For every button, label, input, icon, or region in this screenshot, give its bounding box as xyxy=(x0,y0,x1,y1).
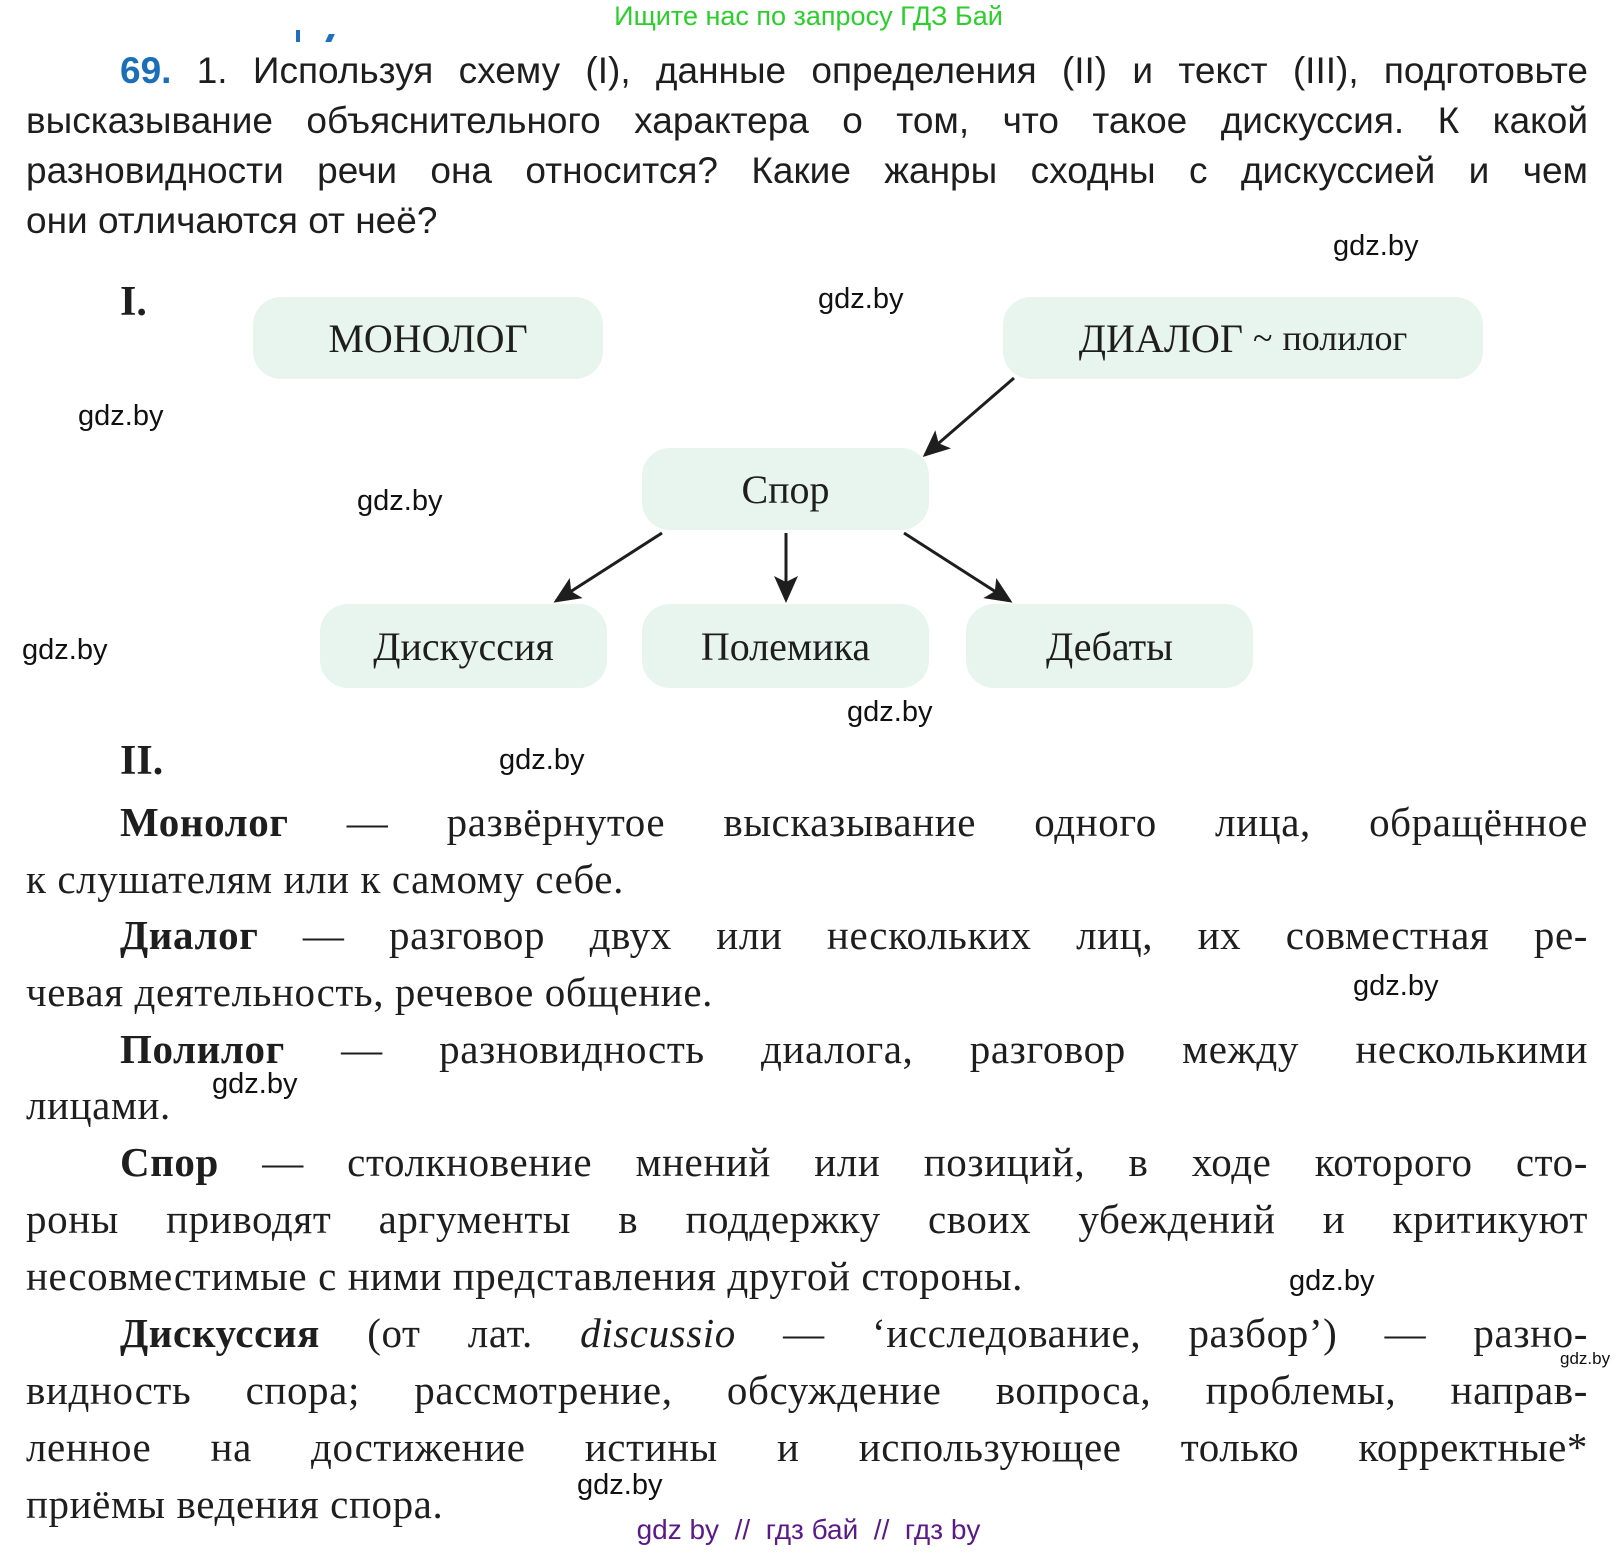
definition-spor-line-2: роны приводят аргументы в поддержку своих убеждений и критикуют xyxy=(26,1196,1588,1242)
watermark: gdz.by xyxy=(577,1469,663,1501)
watermark: gdz.by xyxy=(1289,1265,1375,1297)
task-line-3: разновидности речи она относится? Какие жанры сходны с дискуссией и чем xyxy=(26,150,1588,191)
task-line-4: они отличаются от неё? xyxy=(26,200,438,241)
definition-monolog-line-1 xyxy=(120,794,1588,851)
watermark: gdz.by xyxy=(818,283,904,315)
term-diskussiya: Дискуссия xyxy=(120,1310,320,1356)
definition-diskussiya-line-1 xyxy=(120,1305,1588,1362)
tilde-symbol: ~ xyxy=(1252,318,1273,358)
section-two-label: II. xyxy=(120,738,164,784)
watermark: gdz.by xyxy=(499,744,585,776)
watermark: gdz.by xyxy=(1333,230,1419,262)
definition-text: — разновидность диалога, разговор между несколькими xyxy=(341,1026,1588,1072)
search-hint-banner: Ищите нас по запросу ГДЗ Бай xyxy=(614,1,1003,31)
definition-spor-line-3: несовместимые с ними представления другой стороны. xyxy=(26,1253,1024,1299)
definition-monolog-line-2: к слушателям или к самому себе. xyxy=(26,856,624,902)
node-label: Дебаты xyxy=(1046,623,1173,669)
definition-dialog-line-2: чевая деятельность, речевое общение. xyxy=(26,969,713,1015)
node-label-polilog: полилог xyxy=(1282,318,1408,358)
node-label: Спор xyxy=(741,466,830,512)
etymology-text: — ‘исследование, разбор’) — разно- xyxy=(783,1310,1589,1356)
task-number: 69. xyxy=(120,50,172,91)
task-line-2: высказывание объяснительного характера о том, что такое дискуссия. К какой xyxy=(26,100,1588,141)
node-label: Дискуссия xyxy=(373,623,554,669)
watermark: gdz.by xyxy=(22,634,108,666)
watermark-small: gdz.by xyxy=(1560,1349,1611,1368)
definition-text: — столкновение мнений или позиций, в ходе которого сто- xyxy=(262,1139,1589,1185)
arrow-dialog-to-spor xyxy=(925,378,1014,455)
watermark: gdz.by xyxy=(212,1068,298,1100)
watermark: gdz.by xyxy=(357,485,443,517)
definition-text: — разговор двух или нескольких лиц, их совместная ре- xyxy=(302,912,1588,958)
term-polilog: Полилог xyxy=(120,1026,285,1072)
definition-diskussiya-line-2: видность спора; рассмотрение, обсуждение вопроса, проблемы, направ- xyxy=(26,1367,1588,1413)
term-spor: Спор xyxy=(120,1139,219,1185)
arrow-spor-to-diskussiya xyxy=(556,533,662,601)
etymology-prefix: (от лат. xyxy=(367,1310,533,1356)
node-label: ДИАЛОГ xyxy=(1078,315,1243,361)
watermark: gdz.by xyxy=(847,696,933,728)
node-label: МОНОЛОГ xyxy=(328,315,528,361)
watermark: gdz.by xyxy=(78,400,164,432)
definition-dialog-line-1 xyxy=(120,907,1588,964)
term-dialog: Диалог xyxy=(120,912,259,958)
node-label: Полемика xyxy=(700,623,871,669)
task-text: 1. Используя схему (I), данные определения (II) и текст (III), подготовьте xyxy=(196,50,1588,91)
definition-polilog-line-1 xyxy=(120,1021,1588,1078)
definition-spor-line-1 xyxy=(120,1134,1588,1191)
definition-text: — развёрнутое высказывание одного лица, обращённое xyxy=(346,799,1588,845)
watermark: gdz.by xyxy=(1353,970,1439,1002)
footer-links: gdz by // гдз бай // гдз by xyxy=(636,1514,981,1545)
term-monolog: Монолог xyxy=(120,799,289,845)
definition-diskussiya-line-4: приёмы ведения спора. xyxy=(26,1481,444,1527)
definition-diskussiya-line-3: ленное на достижение истины и использующее только корректные* xyxy=(26,1424,1588,1470)
section-one-label: I. xyxy=(120,279,147,325)
definition-polilog-line-2: лицами. xyxy=(26,1082,171,1128)
arrow-spor-to-debaty xyxy=(904,533,1010,601)
latin-word: discussio xyxy=(580,1310,736,1356)
